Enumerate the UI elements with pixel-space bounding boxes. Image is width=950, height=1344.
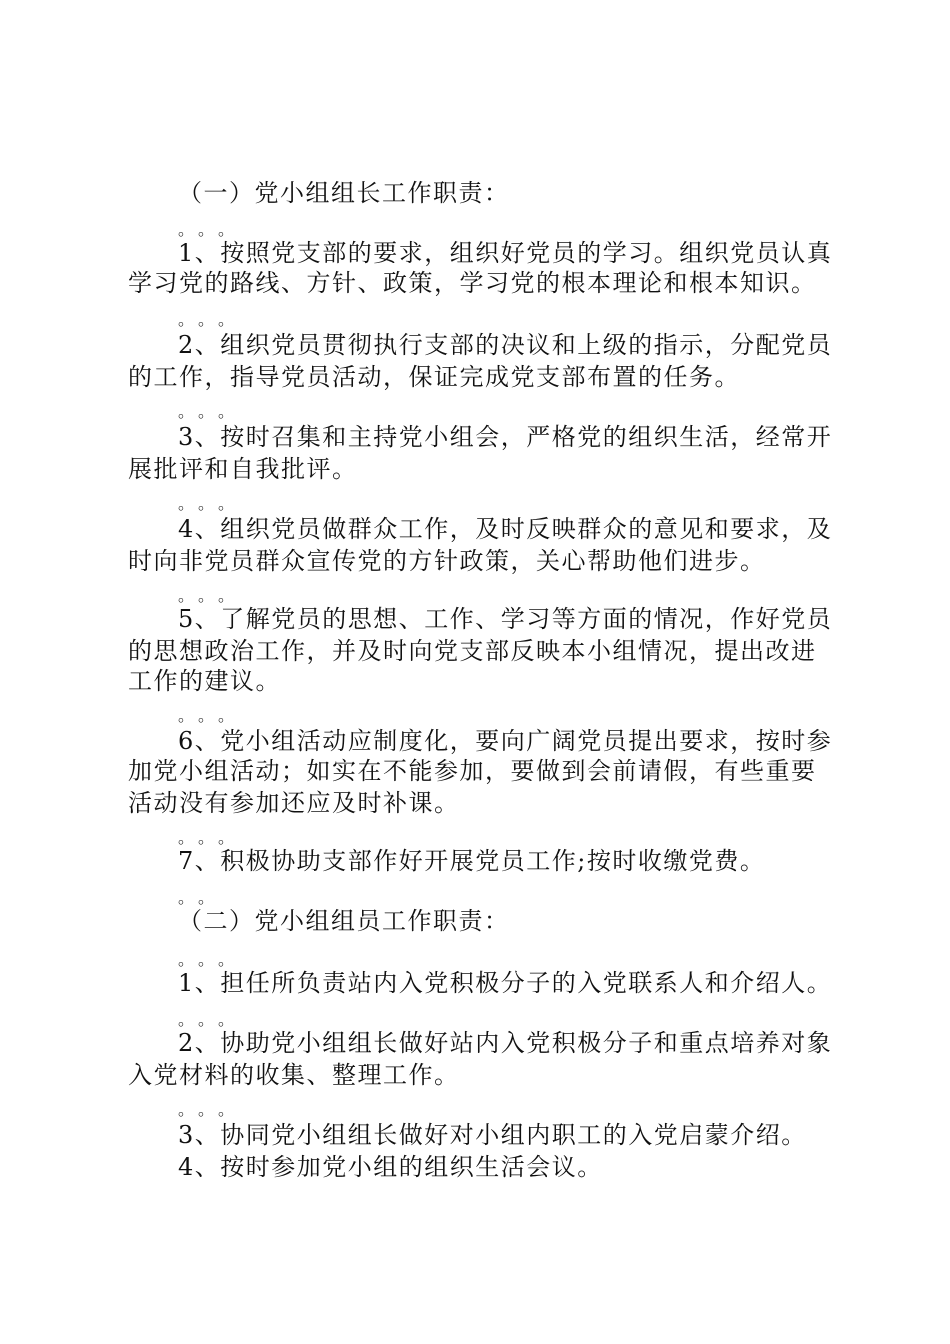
separator: 。。。 <box>178 706 247 725</box>
s1-item-1-line-1: 1、按照党支部的要求，组织好党员的学习。组织党员认真 <box>178 239 833 267</box>
separator: 。。。 <box>178 1100 247 1119</box>
s2-item-4-line-1: 4、按时参加党小组的组织生活会议。 <box>178 1153 603 1181</box>
s1-item-7-line-1: 7、积极协助支部作好开展党员工作;按时收缴党费。 <box>178 847 766 875</box>
s1-item-4-line-1: 4、组织党员做群众工作，及时反映群众的意见和要求，及 <box>178 515 833 543</box>
s1-item-4-line-2: 时向非党员群众宣传党的方针政策，关心帮助他们进步。 <box>128 547 766 575</box>
s1-item-1-line-2: 学习党的路线、方针、政策，学习党的根本理论和根本知识。 <box>128 269 817 297</box>
s1-item-5-line-3: 工作的建议。 <box>128 667 281 695</box>
s1-item-3-line-2: 展批评和自我批评。 <box>128 455 358 483</box>
s1-item-6-line-3: 活动没有参加还应及时补课。 <box>128 789 460 817</box>
separator: 。。。 <box>178 220 247 239</box>
s1-item-5-line-2: 的思想政治工作，并及时向党支部反映本小组情况，提出改进 <box>128 637 817 665</box>
separator: 。。。 <box>178 1010 247 1029</box>
s1-item-3-line-1: 3、按时召集和主持党小组会，严格党的组织生活，经常开 <box>178 423 833 451</box>
s2-item-2-line-1: 2、协助党小组组长做好站内入党积极分子和重点培养对象 <box>178 1029 833 1057</box>
s1-item-2-line-2: 的工作，指导党员活动，保证完成党支部布置的任务。 <box>128 363 740 391</box>
s2-item-2-line-2: 入党材料的收集、整理工作。 <box>128 1061 460 1089</box>
separator: 。。 <box>178 888 227 907</box>
s2-item-3-line-1: 3、协同党小组组长做好对小组内职工的入党启蒙介绍。 <box>178 1121 807 1149</box>
s1-item-2-line-1: 2、组织党员贯彻执行支部的决议和上级的指示，分配党员 <box>178 331 833 359</box>
section-2-heading: （二）党小组组员工作职责： <box>178 907 510 935</box>
s2-item-1-line-1: 1、担任所负责站内入党积极分子的入党联系人和介绍人。 <box>178 969 833 997</box>
separator: 。。。 <box>178 586 247 605</box>
separator: 。。。 <box>178 828 247 847</box>
section-1-heading: （一）党小组组长工作职责： <box>178 179 510 207</box>
s1-item-6-line-2: 加党小组活动；如实在不能参加，要做到会前请假，有些重要 <box>128 757 817 785</box>
separator: 。。。 <box>178 310 247 329</box>
s1-item-5-line-1: 5、了解党员的思想、工作、学习等方面的情况，作好党员 <box>178 605 833 633</box>
s1-item-6-line-1: 6、党小组活动应制度化，要向广阔党员提出要求，按时参 <box>178 727 833 755</box>
separator: 。。。 <box>178 494 247 513</box>
separator: 。。。 <box>178 402 247 421</box>
separator: 。。。 <box>178 950 247 969</box>
